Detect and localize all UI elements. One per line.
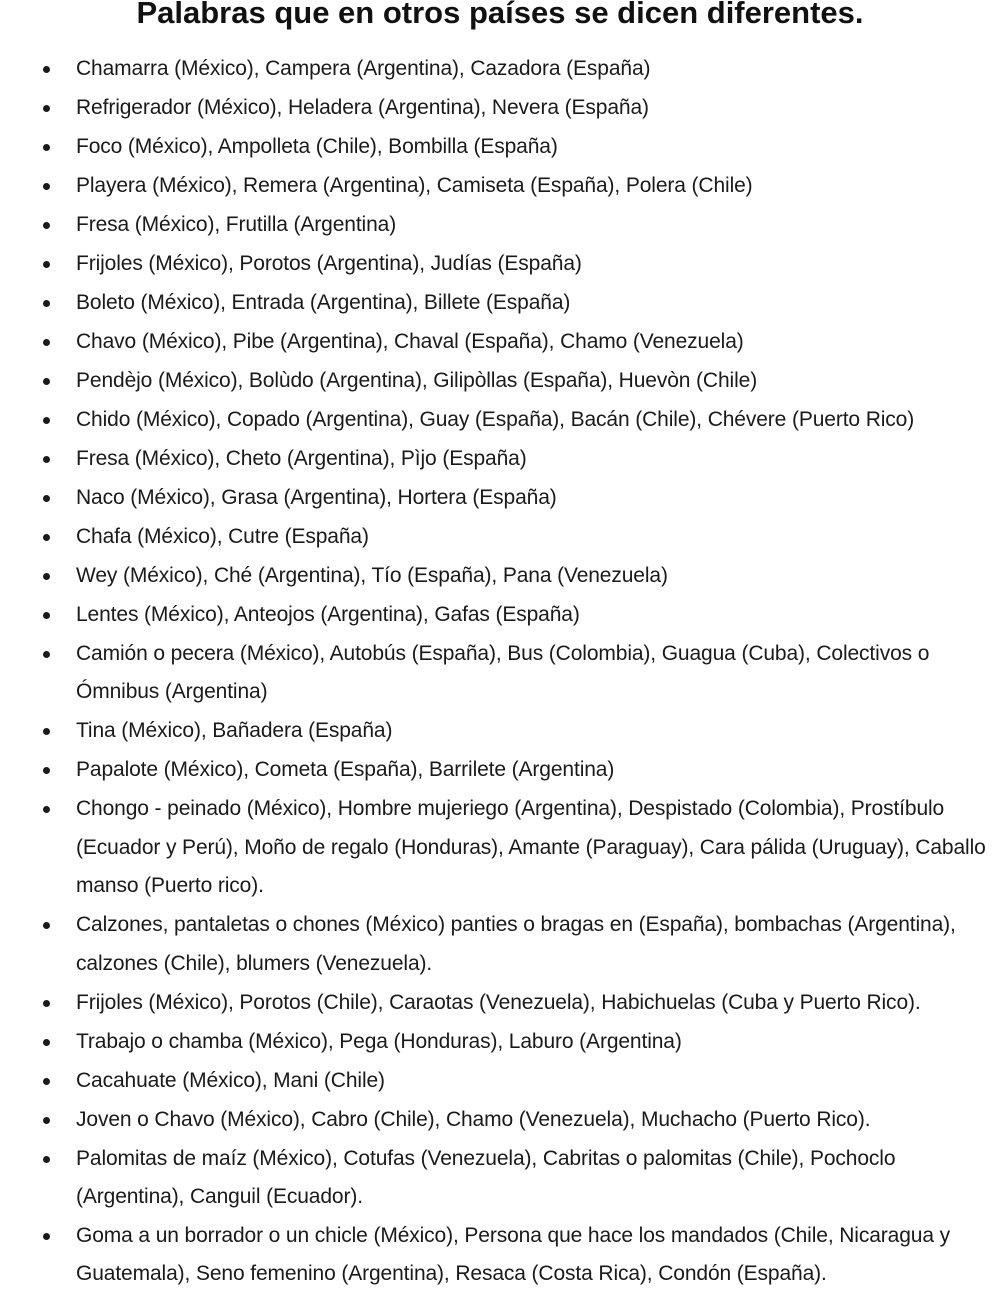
list-item-text: Goma a un borrador o un chicle (México), Persona que hace los mandados (Chile, Nicaragua y Guatemala), Seno femenino (Argentina), Resaca (Costa Rica), Condón (España). xyxy=(76,1224,950,1286)
list-item xyxy=(0,596,1000,634)
bullet-icon xyxy=(43,651,50,658)
bullet-icon xyxy=(43,300,50,307)
list-item xyxy=(0,284,1000,322)
list-item xyxy=(0,479,1000,517)
list-item-text: Pendèjo (México), Bolùdo (Argentina), Gilipòllas (España), Huevòn (Chile) xyxy=(76,369,758,392)
list-item xyxy=(0,557,1000,595)
list-item-text: Boleto (México), Entrada (Argentina), Billete (España) xyxy=(76,291,571,314)
list-item-text: Playera (México), Remera (Argentina), Camiseta (España), Polera (Chile) xyxy=(76,174,753,197)
bullet-icon xyxy=(43,456,50,463)
bullet-icon xyxy=(43,1000,50,1007)
list-item xyxy=(0,323,1000,361)
list-item xyxy=(0,50,1000,88)
list-item-text: Tina (México), Bañadera (España) xyxy=(76,719,393,743)
list-item-text: Frijoles (México), Porotos (Chile), Caraotas (Venezuela), Habichuelas (Cuba y Puerto Rico). xyxy=(76,990,921,1014)
bullet-icon xyxy=(43,1233,50,1240)
bullet-icon xyxy=(43,1117,50,1124)
bullet-icon xyxy=(43,1156,50,1163)
list-item-text: Chido (México), Copado (Argentina), Guay (España), Bacán (Chile), Chévere (Puerto Rico) xyxy=(76,408,915,431)
list-item xyxy=(0,128,1000,166)
bullet-icon xyxy=(43,1039,50,1046)
list-item-text: Foco (México), Ampolleta (Chile), Bombilla (España) xyxy=(76,135,558,158)
bullet-icon xyxy=(43,261,50,268)
list-item xyxy=(0,518,1000,556)
bullet-icon xyxy=(43,417,50,424)
list-item xyxy=(0,401,1000,439)
list-item xyxy=(0,1101,1000,1139)
list-item-text: Chongo - peinado (México), Hombre mujeriego (Argentina), Despistado (Colombia), Prostíbulo (Ecuador y Perú), Moño de regalo (Honduras), Amante (Paraguay), Cara pálida (Uruguay), Caballo manso (Puerto rico). xyxy=(76,797,986,898)
list-item xyxy=(0,1140,1000,1217)
list-item xyxy=(0,1062,1000,1100)
list-item xyxy=(0,790,1000,905)
list-item xyxy=(0,1217,1000,1294)
list-item xyxy=(0,712,1000,750)
bullet-icon xyxy=(43,495,50,502)
list-item-text: Wey (México), Ché (Argentina), Tío (España), Pana (Venezuela) xyxy=(76,564,668,587)
list-item xyxy=(0,440,1000,478)
list-item xyxy=(0,906,1000,983)
list-item-text: Lentes (México), Anteojos (Argentina), Gafas (España) xyxy=(76,603,580,626)
bullet-icon xyxy=(43,222,50,229)
bullet-icon xyxy=(43,728,50,735)
list-item xyxy=(0,1023,1000,1061)
list-item xyxy=(0,167,1000,205)
page-title: Palabras que en otros países se dicen diferentes. xyxy=(136,0,864,30)
list-item-text: Trabajo o chamba (México), Pega (Honduras), Laburo (Argentina) xyxy=(76,1029,682,1053)
list-item-text: Papalote (México), Cometa (España), Barrilete (Argentina) xyxy=(76,758,615,782)
list-item xyxy=(0,984,1000,1022)
list-item-text: Calzones, pantaletas o chones (México) panties o bragas en (España), bombachas (Argentina), calzones (Chile), blumers (Venezuela). xyxy=(76,913,956,975)
bullet-icon xyxy=(43,534,50,541)
list-item xyxy=(0,751,1000,789)
bullet-icon xyxy=(43,612,50,619)
bullet-icon xyxy=(43,105,50,112)
bullet-icon xyxy=(43,806,50,813)
list-item xyxy=(0,206,1000,244)
bullet-icon xyxy=(43,183,50,190)
bullet-icon xyxy=(43,144,50,151)
list-item-text: Camión o pecera (México), Autobús (España), Bus (Colombia), Guagua (Cuba), Colectivos o Ómnibus (Argentina) xyxy=(76,642,930,704)
list-item-text: Palomitas de maíz (México), Cotufas (Venezuela), Cabritas o palomitas (Chile), Pochoclo (Argentina), Canguil (Ecuador). xyxy=(76,1146,896,1209)
list-item-text: Fresa (México), Frutilla (Argentina) xyxy=(76,213,397,236)
list-item-text: Fresa (México), Cheto (Argentina), Pìjo (España) xyxy=(76,447,527,470)
list-item xyxy=(0,362,1000,400)
bullet-icon xyxy=(43,922,50,929)
list-item-text: Frijoles (México), Porotos (Argentina), Judías (España) xyxy=(76,252,582,275)
list-item-text: Cacahuate (México), Mani (Chile) xyxy=(76,1068,385,1092)
list-item xyxy=(0,245,1000,283)
bullet-icon xyxy=(43,378,50,385)
list-item-text: Chavo (México), Pibe (Argentina), Chaval (España), Chamo (Venezuela) xyxy=(76,330,744,353)
word-list xyxy=(0,50,1000,1294)
bullet-icon xyxy=(43,339,50,346)
bullet-icon xyxy=(43,66,50,73)
list-item xyxy=(0,89,1000,127)
list-item-text: Joven o Chavo (México), Cabro (Chile), Chamo (Venezuela), Muchacho (Puerto Rico). xyxy=(76,1107,871,1131)
list-item-text: Refrigerador (México), Heladera (Argentina), Nevera (España) xyxy=(76,96,649,119)
list-item-text: Naco (México), Grasa (Argentina), Hortera (España) xyxy=(76,486,557,509)
bullet-icon xyxy=(43,573,50,580)
bullet-icon xyxy=(43,1078,50,1085)
list-item-text: Chafa (México), Cutre (España) xyxy=(76,525,369,548)
list-item-text: Chamarra (México), Campera (Argentina), Cazadora (España) xyxy=(76,57,651,80)
list-item xyxy=(0,635,1000,712)
bullet-icon xyxy=(43,767,50,774)
